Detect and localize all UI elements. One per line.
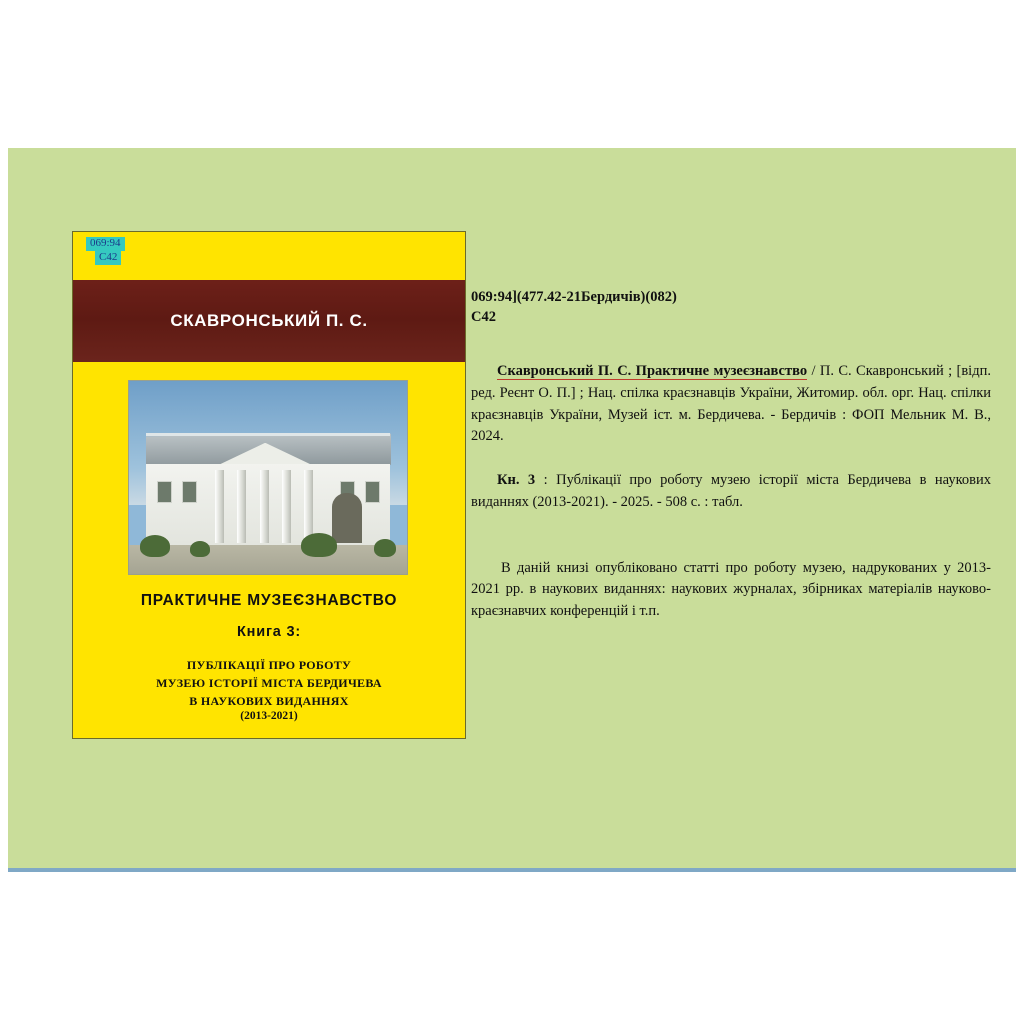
cover-title: ПРАКТИЧНЕ МУЗЕЄЗНАВСТВО bbox=[140, 592, 398, 609]
slide-content bbox=[8, 148, 1016, 870]
photo-window bbox=[365, 481, 380, 503]
photo-archway bbox=[332, 493, 362, 543]
photo-window bbox=[182, 481, 197, 503]
udc-line-2: С42 bbox=[471, 308, 496, 325]
photo-column bbox=[215, 470, 224, 543]
record-volume-label: Кн. 3 bbox=[497, 472, 536, 489]
cover-subtitle-line-2: МУЗЕЮ ІСТОРІЇ МІСТА БЕРДИЧЕВА bbox=[156, 676, 382, 690]
record-volume bbox=[471, 470, 991, 514]
museum-building-photo bbox=[128, 380, 408, 575]
udc-classification bbox=[471, 288, 991, 327]
photo-shrub bbox=[140, 535, 170, 557]
photo-shrub bbox=[301, 533, 337, 557]
photo-roof-ridge bbox=[146, 433, 391, 436]
cover-book-number: Книга 3: bbox=[237, 624, 301, 640]
library-call-number-sticker bbox=[84, 237, 162, 277]
book-cover bbox=[72, 231, 466, 739]
sticker-line-1: 069:94 bbox=[86, 237, 125, 251]
record-annotation: В даній книзі опубліковано статті про роботу музею, надрукованих у 2013-2021 рр. в наукових виданнях: наукових журналах, збірниках матеріалів науково-краєзнавчих конференцій і т.п. bbox=[471, 559, 991, 620]
cover-author: СКАВРОНСЬКИЙ П. С. bbox=[170, 311, 368, 330]
photo-column bbox=[237, 470, 246, 543]
cover-subtitle-line-1: ПУБЛІКАЦІЇ ПРО РОБОТУ bbox=[186, 658, 352, 672]
photo-shrub bbox=[190, 541, 210, 557]
photo-shrub bbox=[374, 539, 396, 557]
record-statement-rest: / П. С. Скавронський ; [відп. ред. Реєнт О. П.] ; Нац. спілка краєзнавців України, Житомир. обл. орг. Нац. спілки краєзнавців України, Музей іст. м. Бердичева. - Бердичів : ФОП Мельник М. В., 2024. bbox=[471, 363, 991, 445]
record-statement bbox=[471, 361, 991, 448]
cover-years: (2013-2021) bbox=[240, 710, 298, 722]
photo-column bbox=[260, 470, 269, 543]
photo-column bbox=[304, 470, 313, 543]
cover-subtitle-line-3: В НАУКОВИХ ВИДАННЯХ bbox=[189, 694, 349, 708]
udc-line-1: 069:94](477.42-21Бердичів)(082) bbox=[471, 289, 677, 305]
sticker-line-2: С42 bbox=[95, 251, 121, 265]
photo-ground bbox=[129, 545, 407, 574]
record-statement-title: Скавронський П. С. Практичне музеєзнавство bbox=[497, 363, 808, 380]
photo-window bbox=[157, 481, 172, 503]
photo-column bbox=[282, 470, 291, 543]
bibliographic-record bbox=[471, 288, 991, 645]
cover-author-band bbox=[73, 280, 465, 362]
cover-subtitle bbox=[73, 656, 465, 710]
record-volume-rest: : Публікації про роботу музею історії міста Бердичева в наукових виданнях (2013-2021). - 2025. - 508 с. : табл. bbox=[471, 472, 991, 510]
